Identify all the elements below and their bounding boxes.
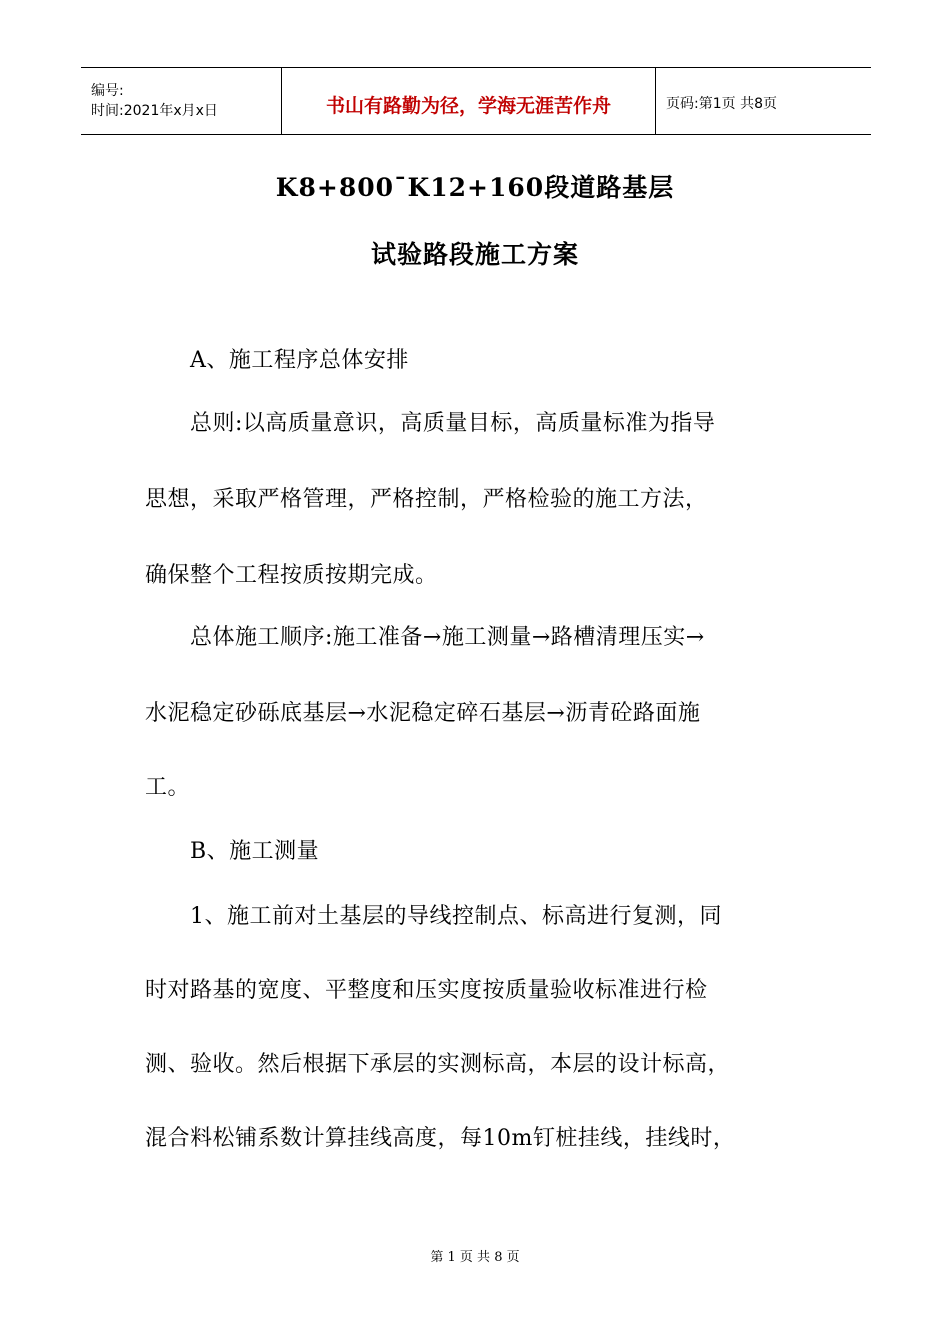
paragraph-line: 确保整个工程按质按期完成。 xyxy=(145,563,438,588)
document-title-line1: K8+800¯K12+160段道路基层 xyxy=(275,173,675,202)
section-heading-a: A、施工程序总体安排 xyxy=(190,348,409,373)
paragraph-line: 时对路基的宽度、平整度和压实度按质量验收标准进行检 xyxy=(145,978,708,1003)
header-motto: 书山有路勤为径，学海无涯苦作舟 xyxy=(325,94,611,117)
header-page-info: 页码:第1页 共8页 xyxy=(666,96,777,112)
paragraph-line: 总则:以高质量意识，高质量目标，高质量标准为指导 xyxy=(190,411,716,436)
paragraph-line: 思想，采取严格管理，严格控制，严格检验的施工方法， xyxy=(145,487,708,512)
section-heading-b: B、施工测量 xyxy=(190,839,320,864)
header-motto-cell xyxy=(282,68,656,134)
serial-label: 编号: xyxy=(91,83,124,99)
header-meta xyxy=(81,68,282,134)
page-header xyxy=(81,67,871,135)
paragraph-line: 总体施工顺序:施工准备→施工测量→路槽清理压实→ xyxy=(190,625,705,650)
paragraph-line: 工。 xyxy=(145,775,191,800)
page-footer: 第 1 页 共 8 页 xyxy=(430,1250,520,1265)
paragraph-line: 混合料松铺系数计算挂线高度，每10m钉桩挂线，挂线时， xyxy=(145,1126,736,1151)
time-label: 时间:2021年x月x日 xyxy=(91,103,218,119)
paragraph-line: 测、验收。然后根据下承层的实测标高，本层的设计标高， xyxy=(145,1052,731,1077)
paragraph-line: 水泥稳定砂砾底基层→水泥稳定碎石基层→沥青砼路面施 xyxy=(145,701,701,726)
paragraph-line: 1、施工前对土基层的导线控制点、标高进行复测，同 xyxy=(190,904,722,929)
header-page-cell xyxy=(656,68,871,134)
document-title-line2: 试验路段施工方案 xyxy=(370,240,579,269)
